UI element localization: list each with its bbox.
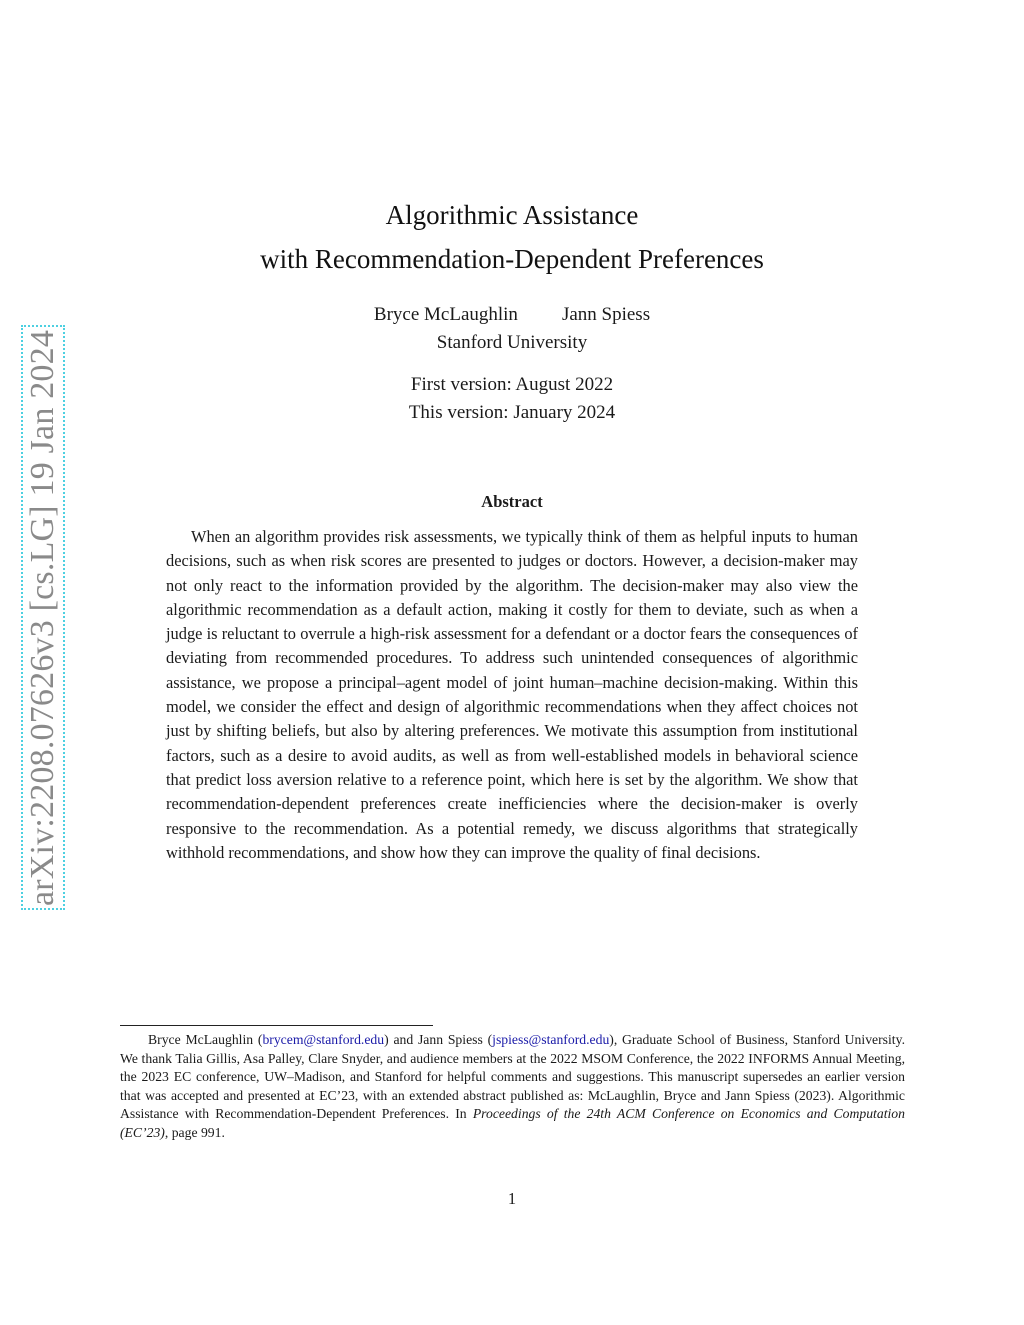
affiliation: Stanford University bbox=[436, 332, 588, 353]
email-link-mclaughlin[interactable]: brycem@stanford.edu bbox=[262, 1032, 385, 1047]
author-block bbox=[0, 301, 1024, 357]
paper-title bbox=[0, 193, 1024, 281]
footnote bbox=[120, 1031, 905, 1142]
abstract-text: When an algorithm provides risk assessments, we typically think of them as helpful inputs to human decisions, such as when risk scores are presented to judges or doctors. However, a decision-maker may not only react to the information provided by the algorithm. The decision-maker may also view the algorithmic recommendation as a default action, making it costly for them to deviate, such as when a judge is reluctant to overrule a high-risk assessment for a defendant or a doctor fears the consequences of deviating from recommended procedures. To address such unintended consequences of algorithmic assistance, we propose a principal–agent model of joint human–machine decision-making. Within this model, we consider the effect and design of algorithmic recommendations when they affect choices not just by shifting beliefs, but also by altering preferences. We motivate this assumption from institutional factors, such as a desire to avoid audits, as well as from well-established models in behavioral science that predict loss aversion relative to a reference point, which here is set by the algorithm. We show that recommendation-dependent preferences create inefficiencies where the decision-maker is overly responsive to the recommendation. As a potential remedy, we discuss algorithms that strategically withhold recommendations, and show how they can improve the quality of final decisions. bbox=[166, 527, 858, 862]
footnote-text-4: , page 991. bbox=[164, 1124, 225, 1140]
author-2: Jann Spiess bbox=[561, 304, 651, 325]
version-info bbox=[0, 371, 1024, 427]
footnote-text-2: ) and Jann Spiess ( bbox=[384, 1032, 493, 1047]
first-version: First version: August 2022 bbox=[410, 374, 614, 395]
abstract-heading: Abstract bbox=[481, 492, 543, 511]
footnote-text-1: Bryce McLaughlin ( bbox=[148, 1032, 263, 1047]
arxiv-stamp-text: arXiv:2208.07626v3 [cs.LG] 19 Jan 2024 bbox=[24, 329, 61, 906]
page-number: 1 bbox=[507, 1189, 517, 1208]
footnote-text-3: ), Graduate School of Business, Stanford University. We thank Talia Gillis, Asa Palley, Clare Snyder, and audience members at the 2022 MSOM Conference, the 2022 INFORMS Annual Meeting, the 2023 EC conference, UW–Madison, and Stanford for helpful comments and suggestions. This manuscript supersedes an earlier version that was accepted and presented at EC’23, with an extended abstract published as: McLaughlin, Bryce and Jann Spiess (2023). Algorithmic Assistance with Recommendation-Dependent Preferences. In bbox=[120, 1032, 905, 1121]
author-1: Bryce McLaughlin bbox=[373, 304, 518, 325]
title-line-1: Algorithmic Assistance bbox=[385, 200, 639, 230]
footnote-rule bbox=[120, 1025, 433, 1026]
footnote-venue: Proceedings of the 24th ACM Conference on Economics and Computation (EC’23) bbox=[120, 1106, 905, 1140]
email-link-spiess[interactable]: jspiess@stanford.edu bbox=[492, 1032, 610, 1047]
current-version: This version: January 2024 bbox=[408, 402, 616, 423]
title-line-2: with Recommendation-Dependent Preferences bbox=[260, 244, 764, 274]
